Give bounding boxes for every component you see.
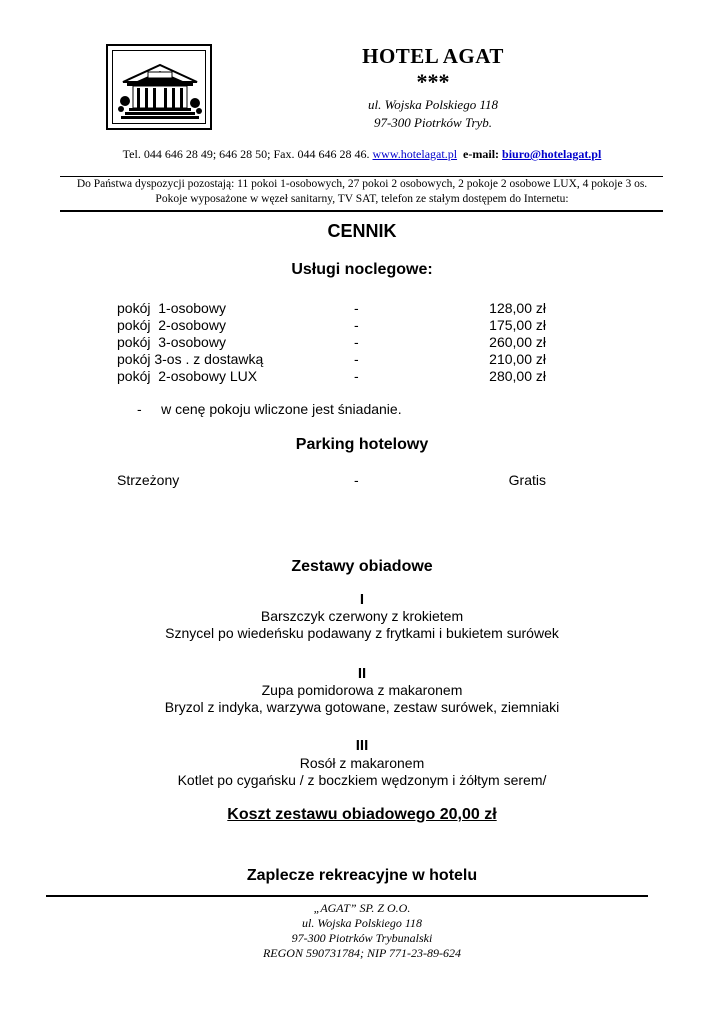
meal-cost: Koszt zestawu obiadowego 20,00 zł — [227, 806, 497, 823]
parking-price: Gratis — [508, 472, 546, 488]
room-price: 175,00 zł — [489, 317, 546, 333]
breakfast-note: - w cenę pokoju wliczone jest śniadanie. — [137, 401, 402, 417]
hotel-logo — [106, 44, 212, 130]
meal-set-soup: Zupa pomidorowa z makaronem — [261, 682, 463, 698]
parking-name: Strzeżony — [117, 472, 180, 488]
hotel-stars: *** — [416, 69, 450, 94]
meal-set-number: II — [357, 665, 367, 682]
header-divider-top — [60, 176, 663, 177]
meal-set-soup: Rosół z makaronem — [299, 755, 425, 771]
room-dash: - — [354, 334, 359, 350]
room-name: pokój 3-os . z dostawką — [117, 351, 264, 367]
footer-divider — [46, 895, 648, 897]
recreation-title: Zaplecze rekreacyjne w hotelu — [246, 867, 478, 884]
meal-set-number: I — [359, 591, 365, 608]
header-divider-bottom — [60, 210, 663, 212]
footer-city: 97-300 Piotrków Trybunalski — [291, 931, 433, 945]
room-dash: - — [354, 351, 359, 367]
room-price: 280,00 zł — [489, 368, 546, 384]
hotel-building-icon — [113, 51, 207, 125]
meal-set-number: III — [355, 737, 369, 754]
accommodation-title: Usługi noclegowe: — [291, 261, 433, 278]
room-row — [0, 317, 724, 334]
room-name: pokój 3-osobowy — [117, 334, 226, 350]
parking-title: Parking hotelowy — [295, 436, 429, 453]
room-dash: - — [354, 300, 359, 316]
room-row — [0, 368, 724, 385]
room-name: pokój 2-osobowy — [117, 317, 226, 333]
address-street: ul. Wojska Polskiego 118 — [368, 97, 498, 112]
hotel-name: HOTEL AGAT — [362, 44, 504, 68]
parking-dash: - — [354, 472, 359, 488]
contact-line — [60, 147, 664, 162]
meal-set-main: Bryzol z indyka, warzywa gotowane, zestaw surówek, ziemniaki — [164, 699, 560, 715]
meals-title: Zestawy obiadowe — [291, 558, 433, 575]
availability-rooms: Do Państwa dyspozycji pozostają: 11 pokoi 1-osobowych, 27 pokoi 2 osobowych, 2 pokoje 2 osobowe LUX, 4 pokoje 3 os. — [76, 178, 648, 190]
meal-set-main: Sznycel po wiedeńsku podawany z frytkami i bukietem surówek — [165, 625, 559, 641]
room-dash: - — [354, 368, 359, 384]
meal-set-soup: Barszczyk czerwony z krokietem — [260, 608, 464, 624]
address-city: 97-300 Piotrków Tryb. — [373, 115, 493, 130]
footer-street: ul. Wojska Polskiego 118 — [302, 916, 422, 930]
room-name: pokój 2-osobowy LUX — [117, 368, 258, 384]
pricelist-title: CENNIK — [327, 221, 397, 241]
availability-equipment: Pokoje wyposażone w węzeł sanitarny, TV SAT, telefon ze stałym dostępem do Internetu: — [155, 193, 569, 205]
room-row — [0, 334, 724, 351]
meal-set-main: Kotlet po cygańsku / z boczkiem wędzonym i żółtym serem/ — [177, 772, 547, 788]
room-row — [0, 351, 724, 368]
parking-row — [0, 472, 724, 489]
footer-company: „AGAT” SP. Z O.O. — [313, 901, 411, 915]
room-price: 210,00 zł — [489, 351, 546, 367]
email-link[interactable]: biuro@hotelagat.pl — [502, 147, 602, 161]
room-row — [0, 300, 724, 317]
email-label: e-mail: — [463, 147, 500, 161]
website-link[interactable]: www.hotelagat.pl — [372, 147, 458, 161]
room-dash: - — [354, 317, 359, 333]
room-price: 260,00 zł — [489, 334, 546, 350]
footer-registry: REGON 590731784; NIP 771-23-89-624 — [262, 946, 462, 960]
phone-fax-text: Tel. 044 646 28 49; 646 28 50; Fax. 044 646 28 46. — [122, 147, 373, 161]
room-price: 128,00 zł — [489, 300, 546, 316]
room-name: pokój 1-osobowy — [117, 300, 226, 316]
